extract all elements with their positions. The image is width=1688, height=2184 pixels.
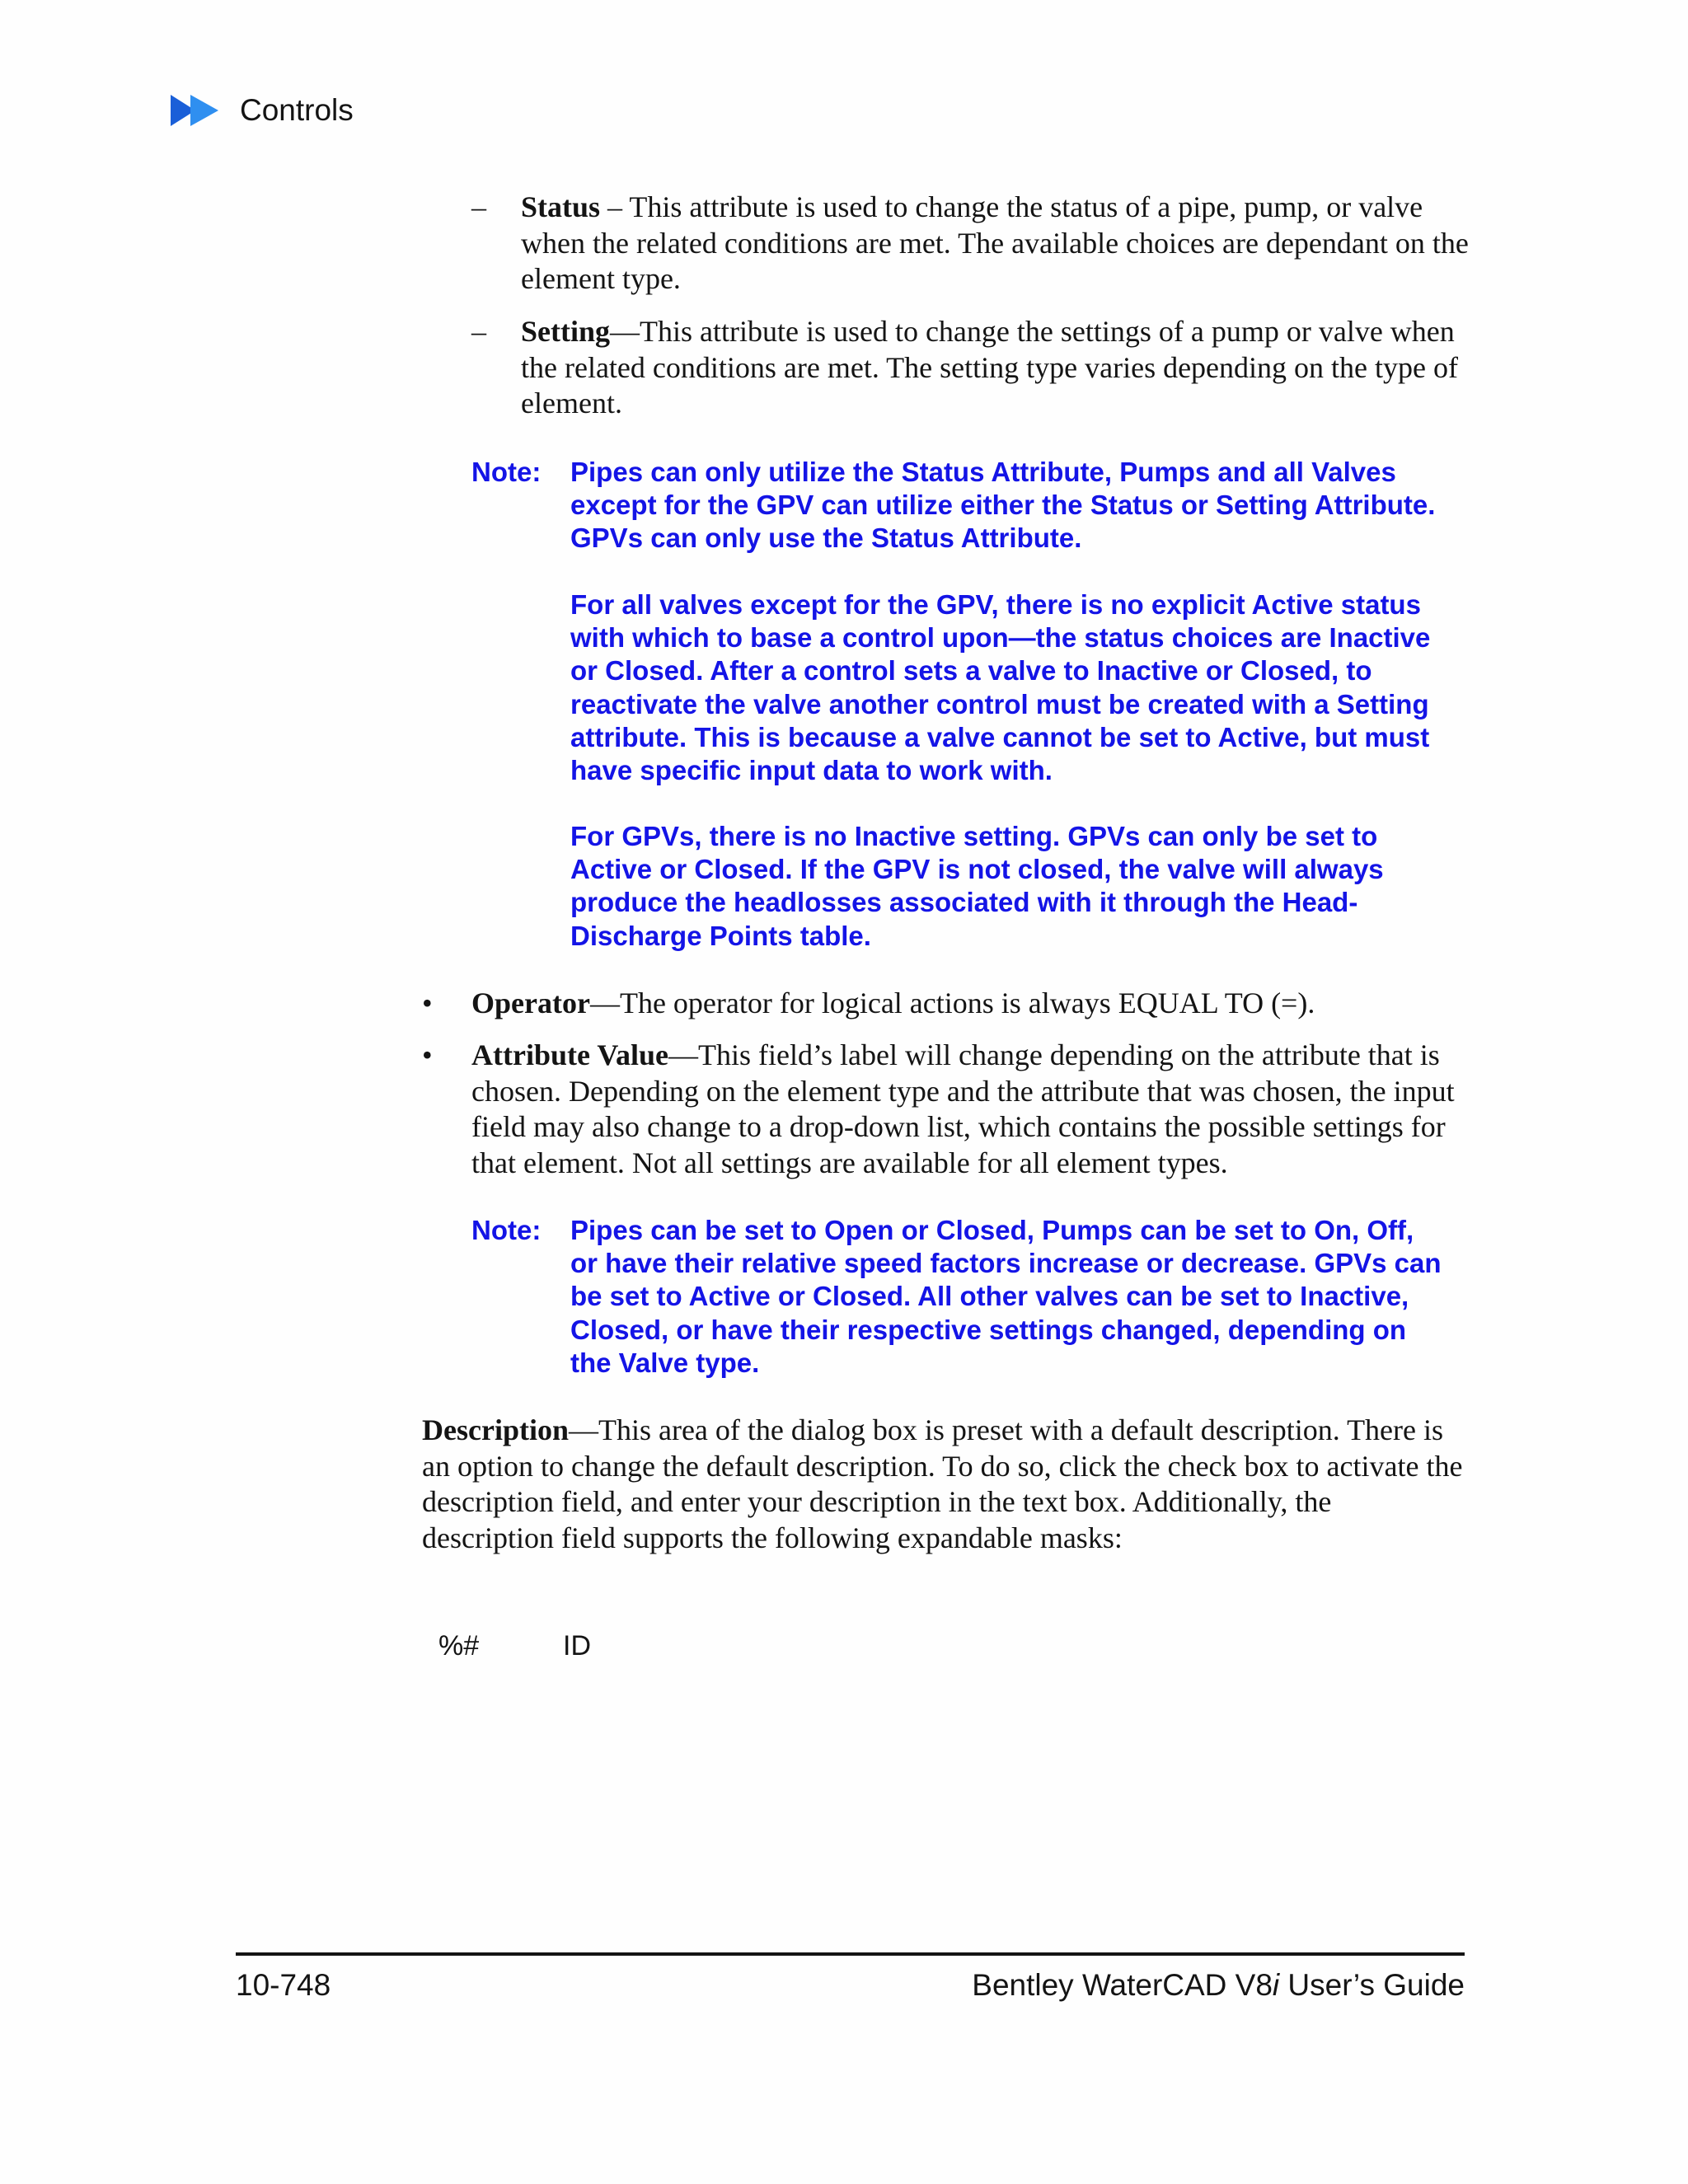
status-text: – This attribute is used to change the status of a pipe, pump, or valve when the related conditions are met. The available choices are dependant on the element type.	[521, 190, 1469, 295]
double-chevron-icon	[171, 92, 222, 129]
setting-term: Setting	[521, 315, 610, 348]
description-term: Description	[422, 1413, 569, 1446]
attribute-value-item	[471, 1038, 1469, 1181]
page-number: 10-748	[236, 1968, 331, 2002]
setting-item	[521, 314, 1469, 422]
description-paragraph	[422, 1413, 1469, 1556]
note-box-1	[0, 456, 1451, 950]
status-item	[521, 190, 1469, 298]
note-1-paragraph-3: For GPVs, there is no Inactive setting. GPVs can only be set to Active or Closed. If the GPV is not closed, the valve will always produce the headlosses associated with it through the Head-Discharge Points table.	[570, 821, 1384, 951]
operator-term: Operator	[471, 987, 590, 1019]
book-title-prefix: Bentley WaterCAD V8	[972, 1968, 1273, 2002]
mask-meaning: ID	[563, 1630, 591, 1661]
status-term: Status	[521, 190, 601, 223]
note-1-paragraph-1: Pipes can only utilize the Status Attribute, Pumps and all Valves except for the GPV can utilize either the Status or Setting Attribute. GPVs can only use the Status Attribute.	[570, 457, 1436, 554]
setting-text: —This attribute is used to change the settings of a pump or valve when the related conditions are met. The setting type varies depending on the type of element.	[521, 315, 1458, 419]
dash-marker: –	[471, 190, 486, 223]
note-1-paragraph-2: For all valves except for the GPV, there is no explicit Active status with which to base a control upon—the status choices are Inactive or Closed. After a control sets a valve to Inactive or Closed, to reactivate the valve another control must be created with a Setting attribute. This is because a valve cannot be set to Active, but must have specific input data to work with.	[570, 589, 1431, 786]
operator-item	[471, 986, 1469, 1022]
note-box-2	[0, 1214, 1451, 1387]
bullet-marker: •	[422, 1038, 433, 1071]
note-label: Note:	[471, 457, 542, 487]
chapter-title: Controls	[240, 93, 354, 127]
attribute-value-text: —This field’s label will change depending on the attribute that is chosen. Depending on the element type and the attribute that was chosen, the input field may also change to a drop-down list, which contains the possible settings for that element. Not all settings are available for all element types.	[471, 1038, 1455, 1179]
note-label: Note:	[471, 1215, 542, 1245]
description-text: —This area of the dialog box is preset with a default description. There is an option to change the default description. To do so, click the check box to activate the description field, and enter your description in the text box. Additionally, the description field supports the following expandable masks:	[422, 1413, 1463, 1554]
bullet-marker: •	[422, 987, 433, 1019]
operator-text: —The operator for logical actions is always EQUAL TO (=).	[589, 987, 1315, 1019]
mask-code: %#	[438, 1630, 480, 1661]
page-header	[171, 86, 354, 135]
book-title	[972, 1968, 1465, 2003]
note-2-paragraph: Pipes can be set to Open or Closed, Pumps can be set to On, Off, or have their relative speed factors increase or decrease. GPVs can be set to Active or Closed. All other valves can be set to Inactive, Closed, or have their respective settings changed, depending on the Valve type.	[570, 1215, 1442, 1378]
attribute-value-term: Attribute Value	[471, 1038, 669, 1071]
footer-rule	[236, 1952, 1465, 1956]
dash-marker: –	[471, 315, 486, 348]
book-title-suffix: User’s Guide	[1279, 1968, 1465, 2002]
book-title-italic: i	[1272, 1968, 1280, 2002]
